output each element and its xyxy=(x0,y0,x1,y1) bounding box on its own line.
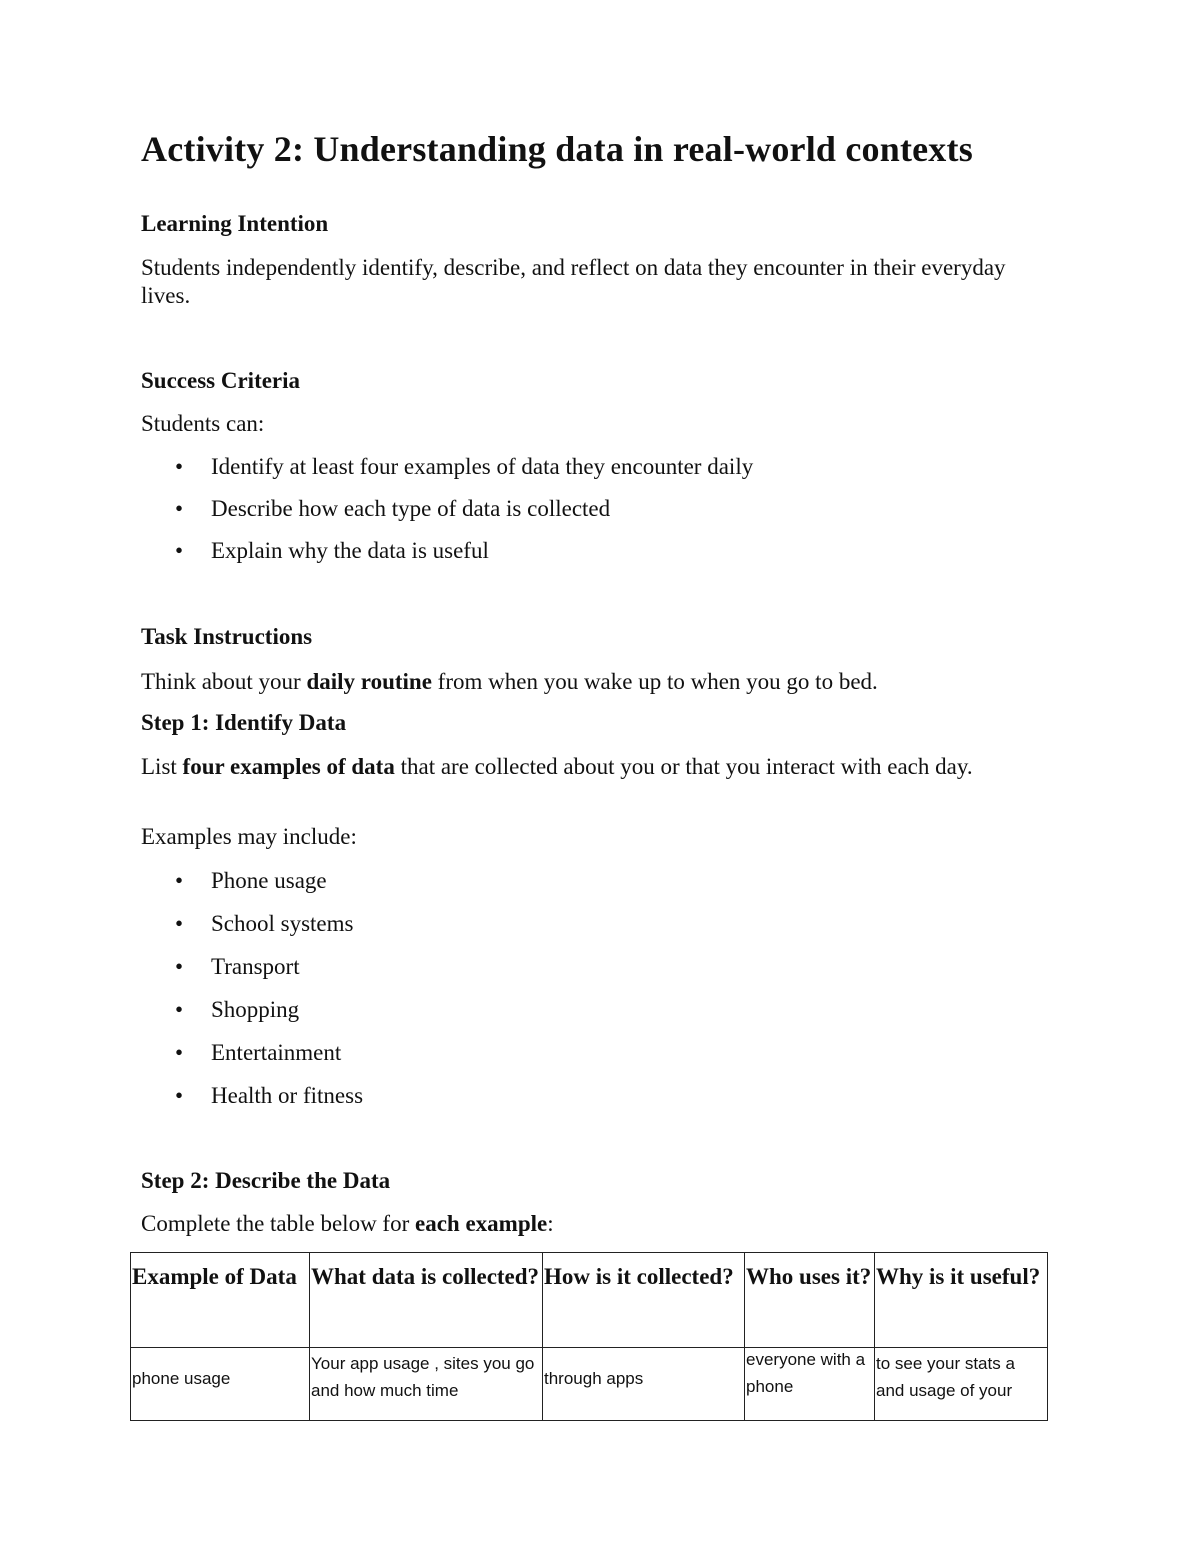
table-cell[interactable]: through apps xyxy=(543,1348,745,1421)
success-criteria-heading: Success Criteria xyxy=(141,368,301,393)
table-cell[interactable]: to see your stats a and usage of your xyxy=(875,1348,1048,1421)
column-header: Why is it useful? xyxy=(875,1253,1048,1348)
list-item: • Phone usage xyxy=(141,859,363,902)
table-cell[interactable]: phone usage xyxy=(131,1348,310,1421)
column-header: Example of Data xyxy=(131,1253,310,1348)
list-item: • Entertainment xyxy=(141,1031,363,1074)
column-header: How is it collected? xyxy=(543,1253,745,1348)
bullet-icon: • xyxy=(175,1083,184,1108)
table-row xyxy=(131,1348,1048,1421)
list-item: • Transport xyxy=(141,945,363,988)
list-item: • School systems xyxy=(141,902,363,945)
step1-examples-intro: Examples may include: xyxy=(141,824,357,849)
bullet-icon: • xyxy=(175,454,184,479)
step1-heading: Step 1: Identify Data xyxy=(141,710,347,735)
bullet-icon: • xyxy=(175,1040,184,1065)
learning-intention-text: Students independently identify, describe, and reflect on data they encounter in their everyday lives. xyxy=(141,255,1006,308)
success-criteria-intro: Students can: xyxy=(141,411,265,436)
list-item: • Describe how each type of data is collected xyxy=(141,488,753,530)
step2-text: Complete the table below for each example: xyxy=(141,1211,554,1236)
list-item: • Identify at least four examples of data they encounter daily xyxy=(141,446,753,488)
bullet-icon: • xyxy=(175,997,184,1022)
column-header: Who uses it? xyxy=(745,1253,875,1348)
step2-heading: Step 2: Describe the Data xyxy=(141,1168,391,1193)
bullet-icon: • xyxy=(175,911,184,936)
page-title: Activity 2: Understanding data in real-world contexts xyxy=(141,129,973,169)
list-item: • Shopping xyxy=(141,988,363,1031)
step1-examples-list xyxy=(141,859,363,1117)
bullet-icon: • xyxy=(175,954,184,979)
step1-text: List four examples of data that are collected about you or that you interact with each day. xyxy=(141,754,973,779)
table-cell[interactable]: Your app usage , sites you go and how much time xyxy=(310,1348,543,1421)
bullet-icon: • xyxy=(175,868,184,893)
bullet-icon: • xyxy=(175,538,184,563)
table-header-row xyxy=(131,1253,1048,1348)
success-criteria-list xyxy=(141,446,753,572)
bullet-icon: • xyxy=(175,496,184,521)
column-header: What data is collected? xyxy=(310,1253,543,1348)
learning-intention-heading: Learning Intention xyxy=(141,211,329,236)
data-description-table xyxy=(130,1252,1048,1421)
list-item: • Explain why the data is useful xyxy=(141,530,753,572)
task-instructions-heading: Task Instructions xyxy=(141,624,313,649)
list-item: • Health or fitness xyxy=(141,1074,363,1117)
task-instructions-text: Think about your daily routine from when you wake up to when you go to bed. xyxy=(141,669,878,694)
table-cell[interactable]: everyone with a phone xyxy=(745,1348,875,1421)
